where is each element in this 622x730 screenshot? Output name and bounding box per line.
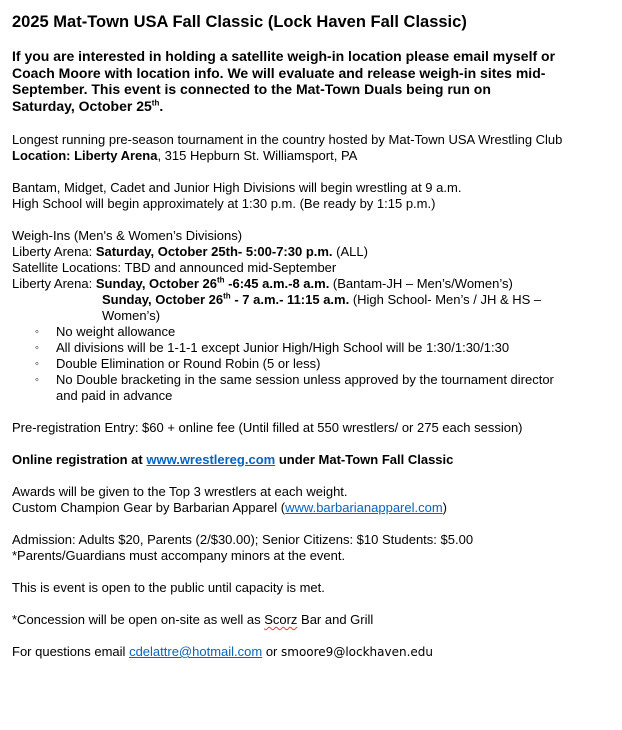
divisions-line-2: High School will begin approximately at 1:30 p.m. (Be ready by 1:15 p.m.) [12, 196, 436, 211]
list-item [12, 340, 610, 356]
concession-prefix: *Concession will be open on-site as well as [12, 612, 265, 627]
divisions-paragraph [12, 180, 610, 212]
intro-date: Saturday, October 25 [12, 97, 152, 114]
weighin-sunday-2-cont: Women’s) [102, 308, 161, 323]
location-label: Location: Liberty Arena [12, 148, 158, 163]
admission-line: Admission: Adults $20, Parents (2/$30.00); Senior Citizens: $10 Students: $5.00 [12, 532, 474, 547]
questions-line [12, 644, 610, 660]
public-line: This is event is open to the public until capacity is met. [12, 580, 325, 595]
document [12, 12, 610, 676]
barbarian-apparel-link[interactable]: www.barbarianapparel.com [285, 500, 443, 515]
weighin-sunday-1-note: (Bantam-JH – Men’s/Women’s) [329, 276, 513, 291]
weighin-sunday-2-date: Sunday, October 26 [102, 292, 224, 307]
weighin-sunday-2-sup: th [223, 291, 231, 301]
weighin-saturday [12, 244, 610, 260]
weighin-satellite: Satellite Locations: TBD and announced mid-September [12, 260, 337, 275]
weighin-sunday-1-sup: th [216, 275, 225, 285]
questions-or: or [262, 644, 281, 659]
intro-line-4 [12, 98, 610, 115]
about-line: Longest running pre-season tournament in the country hosted by Mat-Town USA Wrestling Club [12, 132, 563, 147]
online-prefix: Online registration at [12, 452, 147, 467]
document-title: 2025 Mat-Town USA Fall Classic (Lock Haven Fall Classic) [12, 13, 467, 31]
cdelattre-email-link[interactable]: cdelattre@hotmail.com [129, 644, 263, 659]
location-address: , 315 Hepburn St. Williamsport, PA [157, 148, 358, 163]
rules-list [12, 324, 610, 404]
bullet-icon: ◦ [35, 326, 39, 338]
weighin-sunday-2-hours: - 7 a.m.- 11:15 a.m. [230, 292, 350, 307]
bullet-icon: ◦ [35, 342, 39, 354]
rule-text-cont: and paid in advance [56, 388, 173, 403]
awards-paragraph [12, 484, 610, 516]
weighin-sunday-2-time [102, 292, 349, 307]
prereg-line: Pre-registration Entry: $60 + online fee (Until filled at 550 wrestlers/ or 275 each session) [12, 420, 523, 435]
list-item [12, 356, 610, 372]
rule-text: Double Elimination or Round Robin (5 or less) [56, 356, 321, 371]
online-suffix: under Mat-Town Fall Classic [275, 452, 454, 467]
location-line [12, 148, 610, 164]
rule-text: No Double bracketing in the same session unless approved by the tournament director [56, 372, 554, 387]
weighins-section [12, 228, 610, 324]
intro-date-suffix: th [151, 97, 160, 107]
rule-text: No weight allowance [56, 324, 176, 339]
concession-suffix: Bar and Grill [297, 612, 374, 627]
divisions-line-1: Bantam, Midget, Cadet and Junior High Divisions will begin wrestling at 9 a.m. [12, 180, 462, 195]
weighin-saturday-time: Saturday, October 25th- 5:00-7:30 p.m. [95, 244, 333, 259]
weighin-sunday-1 [12, 276, 610, 292]
online-registration [12, 452, 610, 468]
apparel-prefix: Custom Champion Gear by Barbarian Apparel ( [12, 500, 286, 515]
weighin-sunday-1-prefix: Liberty Arena: [12, 276, 96, 291]
guardian-line: *Parents/Guardians must accompany minors at the event. [12, 548, 346, 563]
bullet-icon: ◦ [35, 358, 39, 370]
concession-line [12, 612, 610, 628]
list-item [12, 372, 610, 404]
wrestlereg-link[interactable]: www.wrestlereg.com [146, 452, 276, 467]
questions-prefix: For questions email [12, 644, 130, 659]
about-paragraph [12, 132, 610, 164]
weighins-heading: Weigh-Ins (Men's & Women’s Divisions) [12, 228, 243, 243]
admission-paragraph [12, 532, 610, 564]
intro-period: . [159, 97, 164, 114]
weighin-sunday-1-date: Sunday, October 26 [95, 276, 217, 291]
intro-paragraph [12, 48, 610, 114]
intro-line-2: Coach Moore with location info. We will evaluate and release weigh-in sites mid- [12, 64, 546, 81]
intro-line-1: If you are interested in holding a satellite weigh-in location please email myself or [12, 48, 556, 64]
weighin-sunday-2-note: (High School- Men’s / JH & HS – [349, 292, 542, 307]
rule-text: All divisions will be 1-1-1 except Junior High/High School will be 1:30/1:30/1:30 [56, 340, 510, 355]
apparel-line [12, 500, 610, 516]
intro-line-3: September. This event is connected to the Mat-Town Duals being run on [12, 81, 491, 97]
list-item [12, 324, 610, 340]
weighin-sunday-2 [12, 292, 610, 308]
weighin-sunday-1-hours: -6:45 a.m.-8 a.m. [224, 276, 330, 291]
weighin-saturday-prefix: Liberty Arena: [12, 244, 96, 259]
bullet-icon: ◦ [35, 374, 39, 386]
awards-line: Awards will be given to the Top 3 wrestlers at each weight. [12, 484, 348, 499]
weighin-saturday-note: (ALL) [332, 244, 368, 259]
apparel-suffix: ) [442, 500, 448, 515]
spellcheck-word: Scorz [264, 612, 298, 627]
weighin-sunday-1-time [96, 276, 329, 291]
smoore-email: smoore9@lockhaven.edu [281, 645, 434, 659]
